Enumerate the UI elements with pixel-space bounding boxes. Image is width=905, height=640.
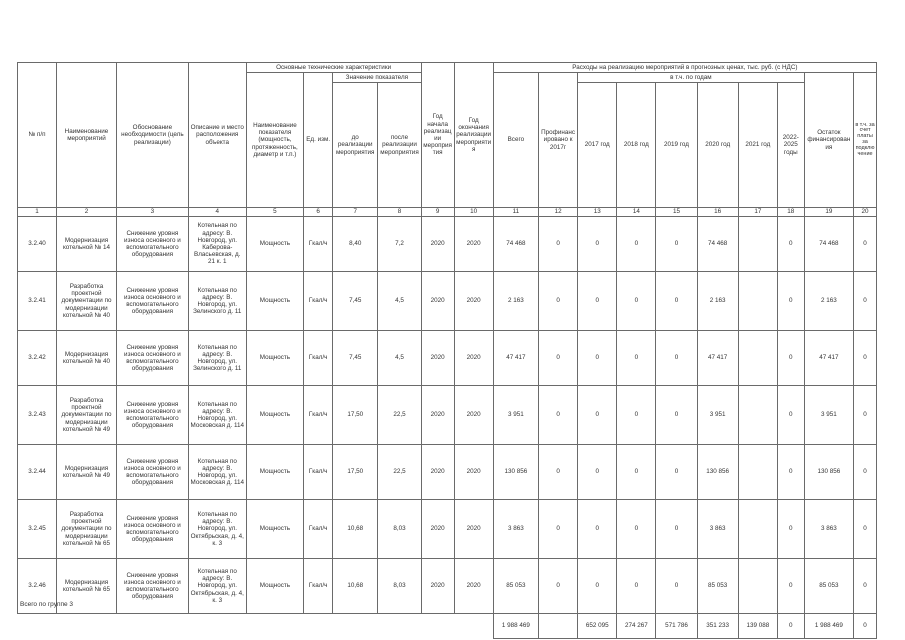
cell-unit: Гкал/ч xyxy=(304,386,333,445)
cell-end: 2020 xyxy=(454,386,493,445)
cell-num: 3.2.43 xyxy=(18,386,57,445)
cell-y2022: 0 xyxy=(777,217,804,272)
cell-num: 3.2.40 xyxy=(18,217,57,272)
cell-y2019: 0 xyxy=(656,272,697,331)
header-group-costs: Расходы на реализацию мероприятий в прогнозных ценах, тыс. руб. (с НДС) xyxy=(493,63,876,73)
cell-y2022: 0 xyxy=(777,445,804,500)
cell-before: 7,45 xyxy=(333,272,378,331)
column-number-cell: 2 xyxy=(57,208,117,217)
header-indicator: Наименование показателя (мощность, протяженность, диаметр и т.п.) xyxy=(246,73,304,208)
cell-remaining: 47 417 xyxy=(804,331,853,386)
table-row xyxy=(18,272,877,331)
cell-name: Модернизация котельной № 40 xyxy=(57,331,117,386)
column-number-cell: 18 xyxy=(777,208,804,217)
cell-end: 2020 xyxy=(454,445,493,500)
cell-unit: Гкал/ч xyxy=(304,331,333,386)
cell-y2021 xyxy=(738,386,777,445)
cell-y2019: 0 xyxy=(656,445,697,500)
cell-y2019: 0 xyxy=(656,217,697,272)
cell-y2020: 47 417 xyxy=(697,331,738,386)
cell-start: 2020 xyxy=(421,331,454,386)
column-number-cell: 15 xyxy=(656,208,697,217)
cell-reason: Снижение уровня износа основного и вспомогательного оборудования xyxy=(116,386,188,445)
cell-reason: Снижение уровня износа основного и вспомогательного оборудования xyxy=(116,331,188,386)
cell-remaining: 85 053 xyxy=(804,559,853,614)
cell-y2017: 0 xyxy=(578,559,617,614)
cell-y2017: 0 xyxy=(578,445,617,500)
cell-start: 2020 xyxy=(421,445,454,500)
cell-before: 17,50 xyxy=(333,445,378,500)
cell-reason: Снижение уровня износа основного и вспомогательного оборудования xyxy=(116,559,188,614)
column-number-cell: 7 xyxy=(333,208,378,217)
header-last: в т.ч. за счет платы за подключение xyxy=(854,73,877,208)
cell-y2020: 3 951 xyxy=(697,386,738,445)
cell-indicator: Мощность xyxy=(246,500,304,559)
cell-end: 2020 xyxy=(454,272,493,331)
cell-remaining: 74 468 xyxy=(804,217,853,272)
cell-last: 0 xyxy=(854,331,877,386)
total-financed xyxy=(539,614,578,639)
cell-start: 2020 xyxy=(421,559,454,614)
cell-y2019: 0 xyxy=(656,559,697,614)
cell-remaining: 3 863 xyxy=(804,500,853,559)
cell-desc: Котельная по адресу: В. Новгород, ул. Московская д. 114 xyxy=(188,386,246,445)
cell-y2020: 85 053 xyxy=(697,559,738,614)
cell-after: 7,2 xyxy=(378,217,421,272)
cell-unit: Гкал/ч xyxy=(304,559,333,614)
cell-name: Разработка проектной документации по модернизации котельной № 40 xyxy=(57,272,117,331)
total-spacer xyxy=(18,614,494,639)
cell-num: 3.2.41 xyxy=(18,272,57,331)
cell-y2020: 3 863 xyxy=(697,500,738,559)
total-y2019: 571 786 xyxy=(656,614,697,639)
cell-last: 0 xyxy=(854,217,877,272)
column-number-cell: 16 xyxy=(697,208,738,217)
table-row xyxy=(18,386,877,445)
header-group-value: Значение показателя xyxy=(333,73,422,83)
column-number-cell: 4 xyxy=(188,208,246,217)
cell-unit: Гкал/ч xyxy=(304,217,333,272)
cell-y2018: 0 xyxy=(617,500,656,559)
cell-indicator: Мощность xyxy=(246,272,304,331)
cell-financed: 0 xyxy=(539,445,578,500)
cell-y2021 xyxy=(738,445,777,500)
cell-num: 3.2.42 xyxy=(18,331,57,386)
cell-total: 3 951 xyxy=(493,386,538,445)
cell-unit: Гкал/ч xyxy=(304,500,333,559)
cell-y2018: 0 xyxy=(617,217,656,272)
header-before: до реализации мероприятия xyxy=(333,83,378,208)
cell-y2018: 0 xyxy=(617,386,656,445)
cell-last: 0 xyxy=(854,272,877,331)
header-reason: Обоснование необходимости (цель реализации) xyxy=(116,63,188,208)
cell-end: 2020 xyxy=(454,331,493,386)
cell-y2022: 0 xyxy=(777,272,804,331)
cell-unit: Гкал/ч xyxy=(304,272,333,331)
header-2017: 2017 год xyxy=(578,83,617,208)
cell-after: 4,5 xyxy=(378,272,421,331)
header-name: Наименование мероприятий xyxy=(57,63,117,208)
total-last: 0 xyxy=(854,614,877,639)
cell-remaining: 130 856 xyxy=(804,445,853,500)
cell-y2021 xyxy=(738,217,777,272)
column-number-cell: 1 xyxy=(18,208,57,217)
cell-start: 2020 xyxy=(421,500,454,559)
cell-desc: Котельная по адресу: В. Новгород, ул. Зелинского д. 11 xyxy=(188,331,246,386)
cell-after: 8,03 xyxy=(378,500,421,559)
cell-end: 2020 xyxy=(454,217,493,272)
cell-remaining: 3 951 xyxy=(804,386,853,445)
cell-after: 22,5 xyxy=(378,445,421,500)
column-number-cell: 17 xyxy=(738,208,777,217)
cell-desc: Котельная по адресу: В. Новгород, ул. Московская д. 114 xyxy=(188,445,246,500)
cell-total: 85 053 xyxy=(493,559,538,614)
total-y2018: 274 267 xyxy=(617,614,656,639)
cell-after: 8,03 xyxy=(378,559,421,614)
cell-num: 3.2.45 xyxy=(18,500,57,559)
column-number-cell: 8 xyxy=(378,208,421,217)
table-row xyxy=(18,559,877,614)
column-number-cell: 9 xyxy=(421,208,454,217)
cell-before: 10,68 xyxy=(333,559,378,614)
cell-financed: 0 xyxy=(539,331,578,386)
cell-name: Модернизация котельной № 65 xyxy=(57,559,117,614)
cell-last: 0 xyxy=(854,386,877,445)
column-number-cell: 5 xyxy=(246,208,304,217)
column-number-cell: 10 xyxy=(454,208,493,217)
cell-total: 3 863 xyxy=(493,500,538,559)
total-row xyxy=(18,614,877,639)
total-total: 1 988 469 xyxy=(493,614,538,639)
header-2018: 2018 год xyxy=(617,83,656,208)
header-remaining: Остаток финансирования xyxy=(804,73,853,208)
header-end: Год окончания реализации мероприятия xyxy=(454,63,493,208)
cell-y2019: 0 xyxy=(656,386,697,445)
column-number-cell: 19 xyxy=(804,208,853,217)
cell-indicator: Мощность xyxy=(246,559,304,614)
cell-end: 2020 xyxy=(454,500,493,559)
header-2021: 2021 год xyxy=(738,83,777,208)
cell-total: 47 417 xyxy=(493,331,538,386)
header-group-tech: Основные технические характеристики xyxy=(246,63,421,73)
cell-y2017: 0 xyxy=(578,386,617,445)
cell-name: Модернизация котельной № 14 xyxy=(57,217,117,272)
cell-start: 2020 xyxy=(421,217,454,272)
group-total-label: Всего по группе 3 xyxy=(20,601,74,608)
cell-desc: Котельная по адресу: В. Новгород, ул. Октябрьская, д. 4, к. 3 xyxy=(188,559,246,614)
header-2022: 2022-2025 годы xyxy=(777,83,804,208)
header-2019: 2019 год xyxy=(656,83,697,208)
cell-y2017: 0 xyxy=(578,331,617,386)
cell-reason: Снижение уровня износа основного и вспомогательного оборудования xyxy=(116,445,188,500)
cell-total: 74 468 xyxy=(493,217,538,272)
header-after: после реализации мероприятия xyxy=(378,83,421,208)
cell-num: 3.2.46 xyxy=(18,559,57,614)
cell-desc: Котельная по адресу: В. Новгород, ул. Зелинского д. 11 xyxy=(188,272,246,331)
table-row xyxy=(18,331,877,386)
cell-y2020: 2 163 xyxy=(697,272,738,331)
cell-y2022: 0 xyxy=(777,331,804,386)
cell-total: 130 856 xyxy=(493,445,538,500)
header-num: № п/п xyxy=(18,63,57,208)
cell-y2017: 0 xyxy=(578,272,617,331)
cell-desc: Котельная по адресу: В. Новгород, ул. Октябрьская, д. 4, к. 3 xyxy=(188,500,246,559)
cell-name: Модернизация котельной № 49 xyxy=(57,445,117,500)
column-number-cell: 20 xyxy=(854,208,877,217)
column-number-row xyxy=(18,208,877,217)
cell-indicator: Мощность xyxy=(246,445,304,500)
investment-table xyxy=(17,62,877,639)
table-row xyxy=(18,500,877,559)
column-number-cell: 3 xyxy=(116,208,188,217)
cell-before: 7,45 xyxy=(333,331,378,386)
cell-indicator: Мощность xyxy=(246,217,304,272)
cell-end: 2020 xyxy=(454,559,493,614)
cell-remaining: 2 163 xyxy=(804,272,853,331)
cell-financed: 0 xyxy=(539,272,578,331)
table-row xyxy=(18,445,877,500)
cell-y2022: 0 xyxy=(777,559,804,614)
total-remaining: 1 988 469 xyxy=(804,614,853,639)
cell-y2021 xyxy=(738,500,777,559)
column-number-cell: 13 xyxy=(578,208,617,217)
cell-name: Разработка проектной документации по модернизации котельной № 49 xyxy=(57,386,117,445)
header-financed: Профинансировано к 2017г xyxy=(539,73,578,208)
total-y2017: 652 095 xyxy=(578,614,617,639)
cell-y2018: 0 xyxy=(617,559,656,614)
cell-total: 2 163 xyxy=(493,272,538,331)
cell-y2022: 0 xyxy=(777,386,804,445)
cell-y2020: 130 856 xyxy=(697,445,738,500)
cell-y2019: 0 xyxy=(656,500,697,559)
cell-last: 0 xyxy=(854,445,877,500)
column-number-cell: 11 xyxy=(493,208,538,217)
column-number-cell: 6 xyxy=(304,208,333,217)
cell-num: 3.2.44 xyxy=(18,445,57,500)
cell-start: 2020 xyxy=(421,272,454,331)
header-total: Всего xyxy=(493,73,538,208)
cell-start: 2020 xyxy=(421,386,454,445)
cell-before: 8,40 xyxy=(333,217,378,272)
cell-before: 10,68 xyxy=(333,500,378,559)
cell-y2018: 0 xyxy=(617,272,656,331)
cell-last: 0 xyxy=(854,500,877,559)
cell-y2017: 0 xyxy=(578,500,617,559)
cell-indicator: Мощность xyxy=(246,386,304,445)
cell-y2018: 0 xyxy=(617,331,656,386)
total-y2020: 351 233 xyxy=(697,614,738,639)
cell-y2021 xyxy=(738,272,777,331)
cell-indicator: Мощность xyxy=(246,331,304,386)
header-start: Год начала реализации мероприятия xyxy=(421,63,454,208)
total-y2021: 139 088 xyxy=(738,614,777,639)
cell-y2019: 0 xyxy=(656,331,697,386)
cell-desc: Котельная по адресу: В. Новгород, ул. Каберова-Власьевская, д. 21 к. 1 xyxy=(188,217,246,272)
cell-y2021 xyxy=(738,559,777,614)
cell-after: 22,5 xyxy=(378,386,421,445)
cell-y2020: 74 468 xyxy=(697,217,738,272)
cell-reason: Снижение уровня износа основного и вспомогательного оборудования xyxy=(116,272,188,331)
cell-reason: Снижение уровня износа основного и вспомогательного оборудования xyxy=(116,217,188,272)
cell-last: 0 xyxy=(854,559,877,614)
cell-financed: 0 xyxy=(539,386,578,445)
cell-financed: 0 xyxy=(539,217,578,272)
column-number-cell: 14 xyxy=(617,208,656,217)
cell-y2017: 0 xyxy=(578,217,617,272)
header-unit: Ед. изм. xyxy=(304,73,333,208)
cell-unit: Гкал/ч xyxy=(304,445,333,500)
header-2020: 2020 год xyxy=(697,83,738,208)
column-number-cell: 12 xyxy=(539,208,578,217)
cell-financed: 0 xyxy=(539,559,578,614)
total-y2022: 0 xyxy=(777,614,804,639)
cell-name: Разработка проектной документации по модернизации котельной № 65 xyxy=(57,500,117,559)
cell-y2021 xyxy=(738,331,777,386)
cell-reason: Снижение уровня износа основного и вспомогательного оборудования xyxy=(116,500,188,559)
cell-before: 17,50 xyxy=(333,386,378,445)
cell-y2018: 0 xyxy=(617,445,656,500)
cell-y2022: 0 xyxy=(777,500,804,559)
cell-after: 4,5 xyxy=(378,331,421,386)
table-row xyxy=(18,217,877,272)
header-desc: Описание и место расположения объекта xyxy=(188,63,246,208)
header-group-years: в т.ч. по годам xyxy=(578,73,805,83)
cell-financed: 0 xyxy=(539,500,578,559)
